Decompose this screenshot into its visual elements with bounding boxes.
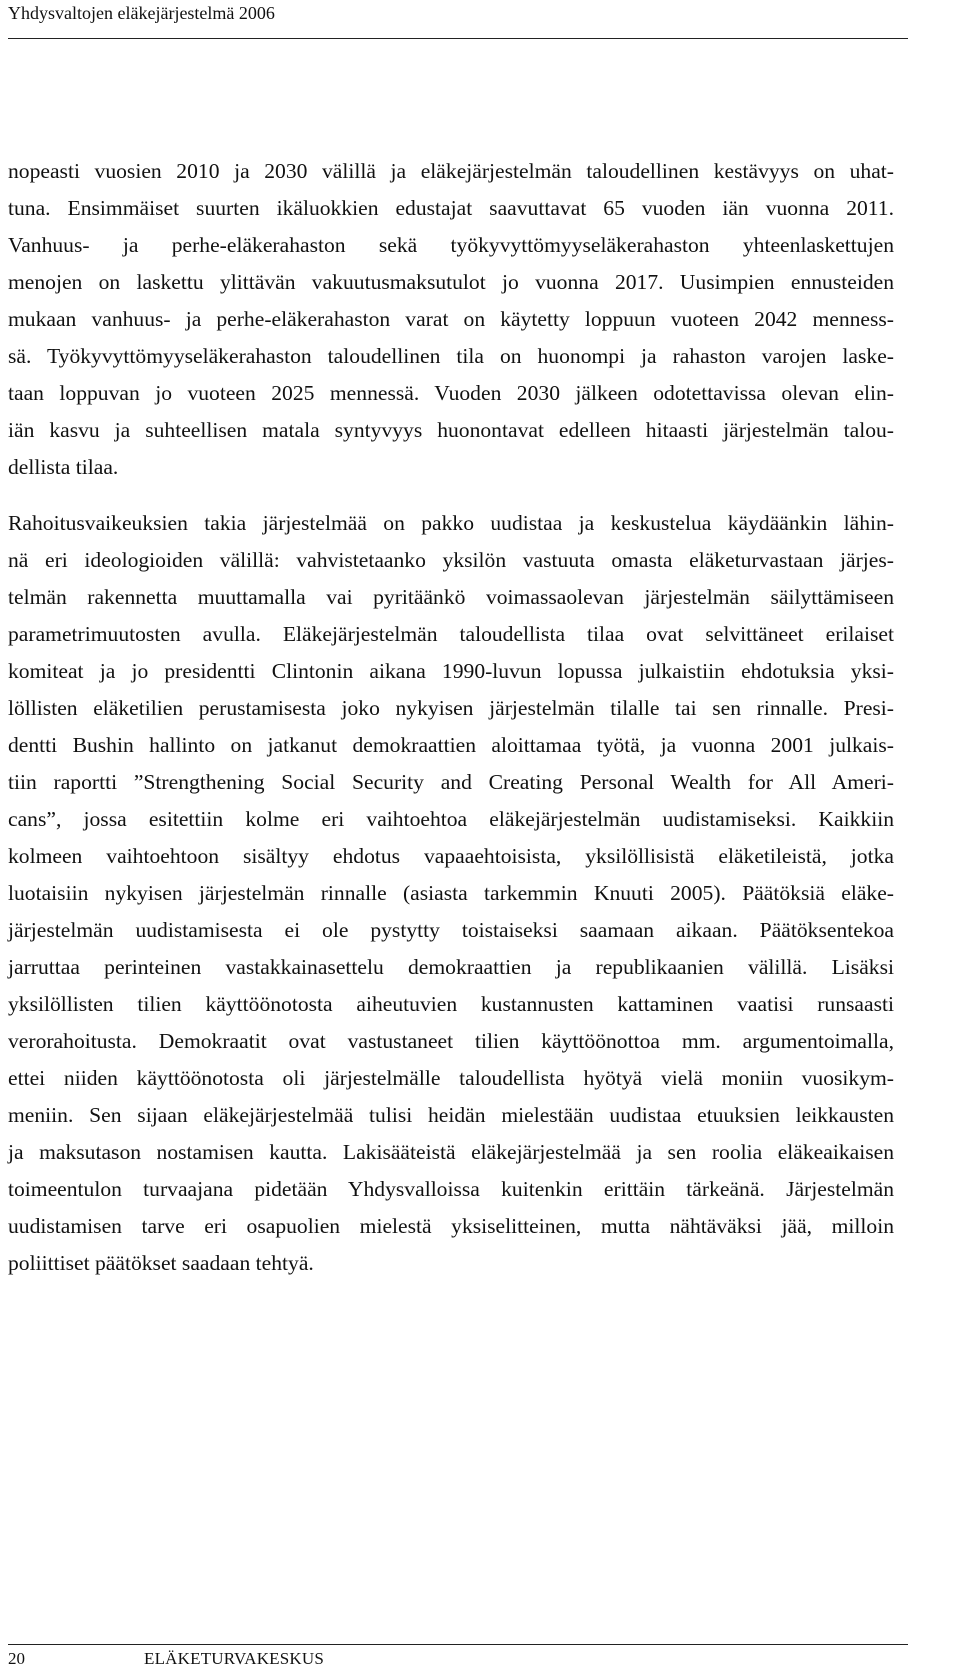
running-header <box>8 0 908 39</box>
text-line: Rahoitusvaikeuksien takia järjestelmää on pakko uudistaa ja keskustelua käydäänkin lähin- <box>8 511 894 535</box>
text-line: ettei niiden käyttöönotosta oli järjestelmälle taloudellista hyötyä vielä moniin vuosikym- <box>8 1066 894 1090</box>
text-line: parametrimuutosten avulla. Eläkejärjestelmän taloudellista tilaa ovat selvittäneet erilaiset <box>8 622 894 646</box>
text-line: iän kasvu ja suhteellisen matala syntyvyys huonontavat edelleen hitaasti järjestelmän talou- <box>8 418 894 442</box>
paragraph-1 <box>8 153 894 486</box>
text-line: verorahoitusta. Demokraatit ovat vastustaneet tilien käyttöönottoa mm. argumentoimalla, <box>8 1029 894 1053</box>
document-title: Yhdysvaltojen eläkejärjestelmä 2006 <box>8 3 275 23</box>
text-line: cans”, jossa esitettiin kolme eri vaihtoehtoa eläkejärjestelmän uudistamiseksi. Kaikkiin <box>8 807 894 831</box>
text-line: menojen on laskettu ylittävän vakuutusmaksutulot jo vuonna 2017. Uusimpien ennusteiden <box>8 270 894 294</box>
text-line: nopeasti vuosien 2010 ja 2030 välillä ja eläkejärjestelmän taloudellinen kestävyys on uhat- <box>8 159 894 183</box>
text-line: taan loppuvan jo vuoteen 2025 mennessä. Vuoden 2030 jälkeen odotettavissa olevan elin- <box>8 381 894 405</box>
text-line: toimeentulon turvaajana pidetään Yhdysvalloissa kuitenkin erittäin tärkeänä. Järjestelmän <box>8 1177 894 1201</box>
text-line: yksilöllisten tilien käyttöönotosta aiheutuvien kustannusten kattaminen vaatisi runsaasti <box>8 992 894 1016</box>
text-line: tuna. Ensimmäiset suurten ikäluokkien edustajat saavuttavat 65 vuoden iän vuonna 2011. <box>8 196 894 220</box>
text-line: mukaan vanhuus- ja perhe-eläkerahaston varat on käytetty loppuun vuoteen 2042 menness- <box>8 307 894 331</box>
page-number: 20 <box>8 1649 25 1668</box>
text-line: tiin raportti ”Strengthening Social Security and Creating Personal Wealth for All Ameri- <box>8 770 894 794</box>
text-line: dellista tilaa. <box>8 455 119 479</box>
text-line: ja maksutason nostamisen kautta. Lakisääteistä eläkejärjestelmää ja sen roolia eläkeaikaisen <box>8 1140 894 1164</box>
text-line: telmän rakennetta muuttamalla vai pyritäänkö voimassaolevan järjestelmän säilyttämiseen <box>8 585 894 609</box>
text-line: jarruttaa perinteinen vastakkainasettelu demokraattien ja republikaanien välillä. Lisäksi <box>8 955 894 979</box>
text-line: uudistamisen tarve eri osapuolien mielestä yksiselitteinen, mutta nähtäväksi jää, milloin <box>8 1214 894 1238</box>
text-line: meniin. Sen sijaan eläkejärjestelmää tulisi heidän mielestään uudistaa etuuksien leikkausten <box>8 1103 894 1127</box>
paragraph-2 <box>8 505 894 1282</box>
text-line: nä eri ideologioiden välillä: vahvistetaanko yksilön vastuuta omasta eläketurvastaan järjes- <box>8 548 894 572</box>
text-line: poliittiset päätökset saadaan tehtyä. <box>8 1251 314 1275</box>
text-line: järjestelmän uudistamisesta ei ole pystytty toistaiseksi saamaan aikaan. Päätöksentekoa <box>8 918 894 942</box>
running-footer <box>8 1644 908 1670</box>
text-line: sä. Työkyvyttömyyseläkerahaston taloudellinen tila on huonompi ja rahaston varojen laske- <box>8 344 894 368</box>
text-line: dentti Bushin hallinto on jatkanut demokraattien aloittamaa työtä, ja vuonna 2001 julkais- <box>8 733 894 757</box>
text-line: luotaisiin nykyisen järjestelmän rinnalle (asiasta tarkemmin Knuuti 2005). Päätöksiä eläke- <box>8 881 894 905</box>
text-line: Vanhuus- ja perhe-eläkerahaston sekä työkyvyttömyyseläkerahaston yhteenlaskettujen <box>8 233 894 257</box>
text-line: löllisten eläketilien perustamisesta joko nykyisen järjestelmän tilalle tai sen rinnalle. Presi- <box>8 696 894 720</box>
publisher-name: ELÄKETURVAKESKUS <box>144 1649 325 1668</box>
text-line: komiteat ja jo presidentti Clintonin aikana 1990-luvun lopussa julkaistiin ehdotuksia yksi- <box>8 659 894 683</box>
text-line: kolmeen vaihtoehtoon sisältyy ehdotus vapaaehtoisista, yksilöllisistä eläketileistä, jotka <box>8 844 894 868</box>
